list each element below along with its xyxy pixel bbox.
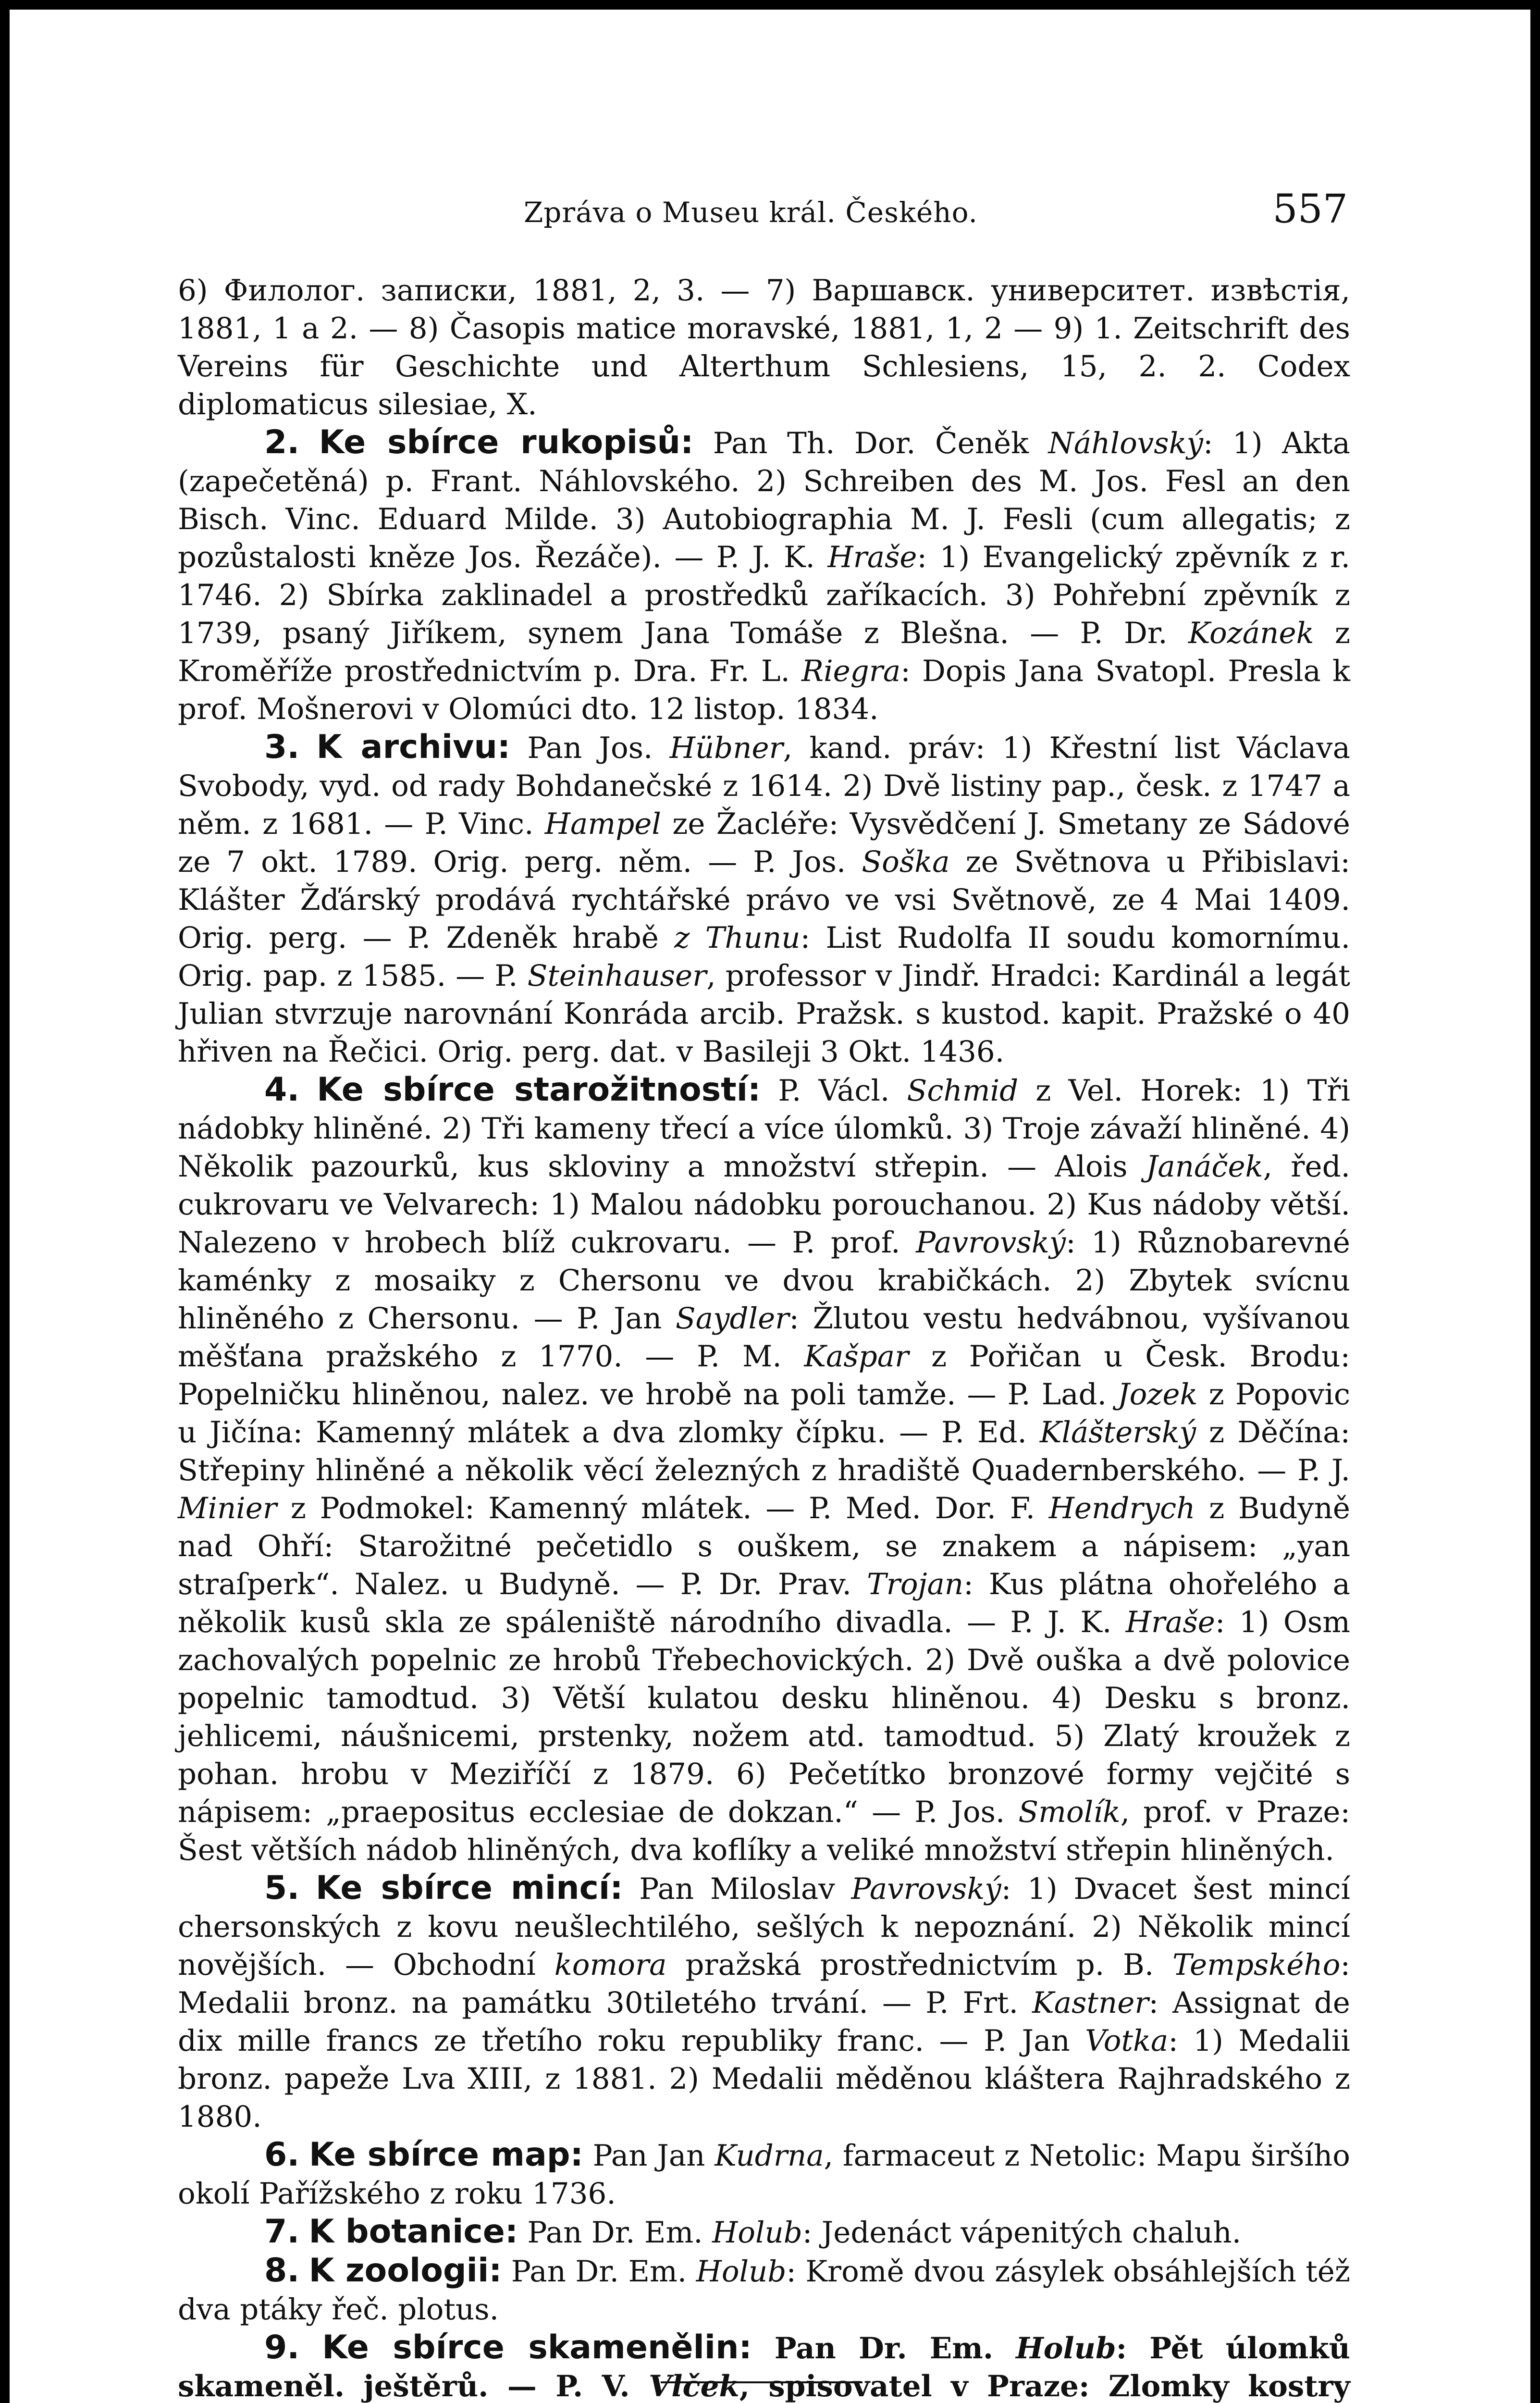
donor-name: Jozek	[1118, 1377, 1198, 1412]
donor-name: Hraše	[1125, 1605, 1215, 1639]
section-title: Ke sbírce starožitností:	[317, 1071, 761, 1109]
section-coins	[178, 1869, 1350, 2136]
running-title: Zpráva o Museu král. Českého.	[524, 196, 978, 229]
text-run: , professor v Jindř. Hradci: Kardinál a legát Julian stvrzuje narovnání Konráda arcib. Pražsk. s kustod. kapit. Pražské o 40 hřiven na Řečici. Orig. perg. dat. v Basileji 3 Okt. 1436.	[178, 959, 1350, 1069]
text-run: , řed. cukrovaru ve Velvarech: 1) Malou nádobku porouchanou. 2) Kus nádoby větší. Nalezeno v hrobech blíž cukrovaru. — P. prof.	[178, 1150, 1351, 1260]
section-botany	[178, 2213, 1350, 2252]
section-title: K botanice:	[308, 2213, 518, 2251]
section-number: 7.	[264, 2213, 300, 2251]
text-run: z Kroměříže prostřednictvím p. Dra. Fr. L.	[178, 616, 1350, 688]
donor-name: Klášterský	[1039, 1415, 1196, 1449]
donor-name: Janáček	[1146, 1150, 1263, 1184]
closing-rule	[661, 2381, 862, 2383]
book-page	[10, 10, 1530, 2403]
text-run: : Žlutou vestu hedvábnou, vyšívanou měšťana pražského z 1770. — P. M.	[178, 1301, 1350, 1374]
text-run: , spisovatel v Praze: Zlomky kostry	[739, 2369, 1351, 2403]
text-run: z Budyně nad Ohří: Starožitné pečetidlo s ouškem, se znakem a nápisem: „yan straſperk“. Nalez. u Budyně. — P. Dr. Prav.	[178, 1491, 1350, 1601]
section-title: Ke sbírce map:	[308, 2136, 583, 2174]
text-run: : Kromě dvou zásylek obsáhlejších též dva ptáky řeč. plotus.	[178, 2254, 1351, 2327]
section-fossils	[178, 2329, 1350, 2403]
donor-name: Holub	[696, 2254, 787, 2289]
text-run: : 1) Různobarevné kaménky z mosaiky z Chersonu ve dvou krabičkách. 2) Zbytek svícnu hliněného z Chersonu. — P. Jan	[178, 1226, 1350, 1336]
page-header	[183, 186, 1348, 239]
section-number: 2.	[264, 423, 300, 461]
text-run: , farmaceut z Netolic: Mapu širšího okolí Pařížského z roku 1736.	[178, 2139, 1351, 2211]
donor-name: Kudrna	[715, 2139, 824, 2173]
text-run: z Vel. Horek: 1) Tři nádobky hliněné. 2) Tři kameny třecí a více úlomků. 3) Troje závaží hliněné. 4) Několik pazourků, kus skloviny a množství střepin. — Alois	[178, 1074, 1351, 1184]
text-run: z Popovic u Jičína: Kamenný mlátek a dva zlomky čípku. — P. Ed.	[178, 1377, 1350, 1449]
donor-name: Hampel	[544, 807, 661, 841]
body-text	[178, 272, 1350, 2403]
text-run: : Jedenáct vápenitých chaluh.	[802, 2216, 1242, 2250]
paragraph-periodicals	[178, 272, 1350, 423]
text-run: z Pořičan u Česk. Brodu: Popelničku hliněnou, nalez. ve hrobě na poli tamže. — P. Lad.	[178, 1339, 1350, 1412]
text-run: ze Žacléře: Vysvědčení J. Smetany ze Sádové ze 7 okt. 1789. Orig. perg. něm. — P. Jos.	[178, 807, 1350, 879]
donor-name: Trojan	[867, 1567, 964, 1601]
donor-name: Votka	[1085, 2024, 1169, 2058]
text-run: : 1) Osm zachovalých popelnic ze hrobů Třebechovických. 2) Dvě ouška a dvě polovice popelnic tamodtud. 3) Větší kulatou desku hliněnou. 4) Desku s bronz. jehlicemi, náušnicemi, prstenky, nožem atd. tamodtud. 5) Zlatý kroužek z pohan. hrobu v Meziříčí z 1879. 6) Pečetítko bronzové formy vejčité s nápisem: „praepositus ecclesiae de dokzan.“ — P. Jos.	[178, 1605, 1350, 1829]
text-run: Pan Dr. Em.	[518, 2216, 713, 2250]
text-run: : 1) Akta (zapečetěná) p. Frant. Náhlovského. 2) Schreiben des M. Jos. Fesl an den Bisch. Vinc. Eduard Milde. 3) Autobiographia M. J. Fesli (cum allegatis; z pozůstalosti kněze Jos. Řezáče). — P. J. K.	[178, 426, 1351, 574]
section-zoology	[178, 2252, 1350, 2329]
text-run: pražská prostřednictvím p. B.	[666, 1948, 1173, 1982]
section-title: K archivu:	[316, 728, 511, 766]
section-title: Ke sbírce rukopisů:	[319, 423, 694, 461]
text-run: : Pět úlomků skameněl. ještěrů. — P. V.	[178, 2331, 1350, 2403]
section-number: 3.	[264, 728, 300, 766]
text-run: Pan Jos.	[510, 731, 670, 765]
donor-name: z Thunu	[674, 921, 801, 955]
text-run: : List Rudolfa II soudu komornímu. Orig. pap. z 1585. — P.	[178, 921, 1350, 993]
text-run: : 1) Medalii bronz. papeže Lva XIII, z 1881. 2) Medalii měděnou kláštera Rajhradského z 1880.	[178, 2024, 1350, 2134]
section-title: Ke sbírce mincí:	[315, 1869, 623, 1907]
donor-name: Kašpar	[804, 1339, 909, 1374]
donor-name: Pavrovský	[915, 1226, 1066, 1260]
donor-name: Minier	[178, 1491, 277, 1525]
section-archive	[178, 728, 1350, 1071]
text-run: Pan Miloslav	[623, 1872, 851, 1906]
donor-name: Kozánek	[1188, 616, 1314, 650]
donor-name: Steinhauser	[527, 959, 707, 993]
text-run: ze Světnova u Přibislavi: Klášter Žďárský prodává rychtářské právo ve vsi Světnově, ze 4 Mai 1409. Orig. perg. — P. Zdeněk hrabě	[178, 845, 1350, 955]
donor-name: Vlček	[649, 2369, 739, 2403]
page-number: 557	[1272, 186, 1348, 232]
text-run: z Děčína: Střepiny hliněné a několik věcí železných z hradiště Quadernberského. — P. J.	[178, 1415, 1350, 1487]
section-number: 6.	[264, 2136, 300, 2174]
section-number: 4.	[264, 1071, 300, 1109]
text-run: P. Václ.	[761, 1074, 907, 1108]
section-manuscripts	[178, 423, 1350, 728]
text-run: 6) Филолог. записки, 1881, 2, 3. — 7) Варшавск. университет. извѣстія, 1881, 1 a 2. — 8) Časopis matice moravské, 1881, 1, 2 — 9) 1. Zeitschrift des Vereins für Geschichte und Alterthum Schlesiens, 15, 2. 2. Codex diplomaticus silesiae, X.	[178, 273, 1350, 421]
text-run: Pan Th. Dor. Čeněk	[693, 426, 1048, 460]
donor-name: komora	[554, 1948, 667, 1982]
text-run: : Medalii bronz. na památku 30tiletého trvání. — P. Frt.	[178, 1948, 1350, 2020]
donor-name: Riegra	[801, 654, 901, 688]
donor-name: Smolík	[1018, 1795, 1121, 1829]
section-maps	[178, 2136, 1350, 2213]
section-number: 9.	[264, 2329, 300, 2366]
donor-name: Holub	[1016, 2331, 1116, 2366]
donor-name: Hendrych	[1048, 1491, 1195, 1525]
section-number: 8.	[264, 2252, 300, 2290]
donor-name: Pavrovský	[851, 1872, 1001, 1906]
donor-name: Soška	[862, 845, 950, 879]
donor-name: Kastner	[1032, 1986, 1149, 2020]
donor-name: Saydler	[675, 1301, 789, 1336]
text-run: , kand. práv: 1) Křestní list Václava Svobody, vyd. od rady Bohdanečské z 1614. 2) Dvě listiny pap., česk. z 1747 a něm. z 1681. — P. Vinc.	[178, 731, 1350, 841]
donor-name: Hraše	[827, 540, 917, 574]
text-run: , prof. v Praze: Šest větších nádob hliněných, dva koflíky a veliké množství střepin hliněných.	[178, 1795, 1351, 1867]
section-antiquities	[178, 1071, 1350, 1869]
section-number: 5.	[264, 1869, 300, 1907]
text-run: : 1) Evangelický zpěvník z r. 1746. 2) Sbírka zaklinadel a prostředků zaříkacích. 3) Pohřební zpěvník z 1739, psaný Jiříkem, synem Jana Tomáše z Blešna. — P. Dr.	[178, 540, 1350, 650]
donor-name: Holub	[712, 2216, 802, 2250]
text-run: Pan Dr. Em.	[752, 2331, 1016, 2366]
donor-name: Schmid	[907, 1074, 1019, 1108]
text-run: : Dopis Jana Svatopl. Presla k prof. Mošnerovi v Olomúci dto. 12 listop. 1834.	[178, 654, 1350, 726]
donor-name: Hübner	[669, 731, 783, 765]
text-run: : Kus plátna ohořelého a několik kusů skla ze spáleniště národního divadla. — P. J. K.	[178, 1567, 1351, 1639]
section-title: Ke sbírce skamenělin:	[322, 2329, 752, 2366]
text-run: Pan Dr. Em.	[502, 2254, 696, 2289]
section-title: K zoologii:	[308, 2252, 502, 2290]
text-run: : Assignat de dix mille francs ze třetího roku republiky franc. — P. Jan	[178, 1986, 1350, 2058]
donor-name: Náhlovský	[1048, 426, 1204, 460]
text-run: : 1) Dvacet šest mincí chersonských z kovu neušlechtilého, sešlých k nepoznání. 2) Několik mincí novějších. — Obchodní	[178, 1872, 1350, 1982]
text-run: z Podmokel: Kamenný mlátek. — P. Med. Dor. F.	[277, 1491, 1049, 1525]
donor-name: Tempského	[1172, 1948, 1341, 1982]
text-run: Pan Jan	[583, 2139, 715, 2173]
